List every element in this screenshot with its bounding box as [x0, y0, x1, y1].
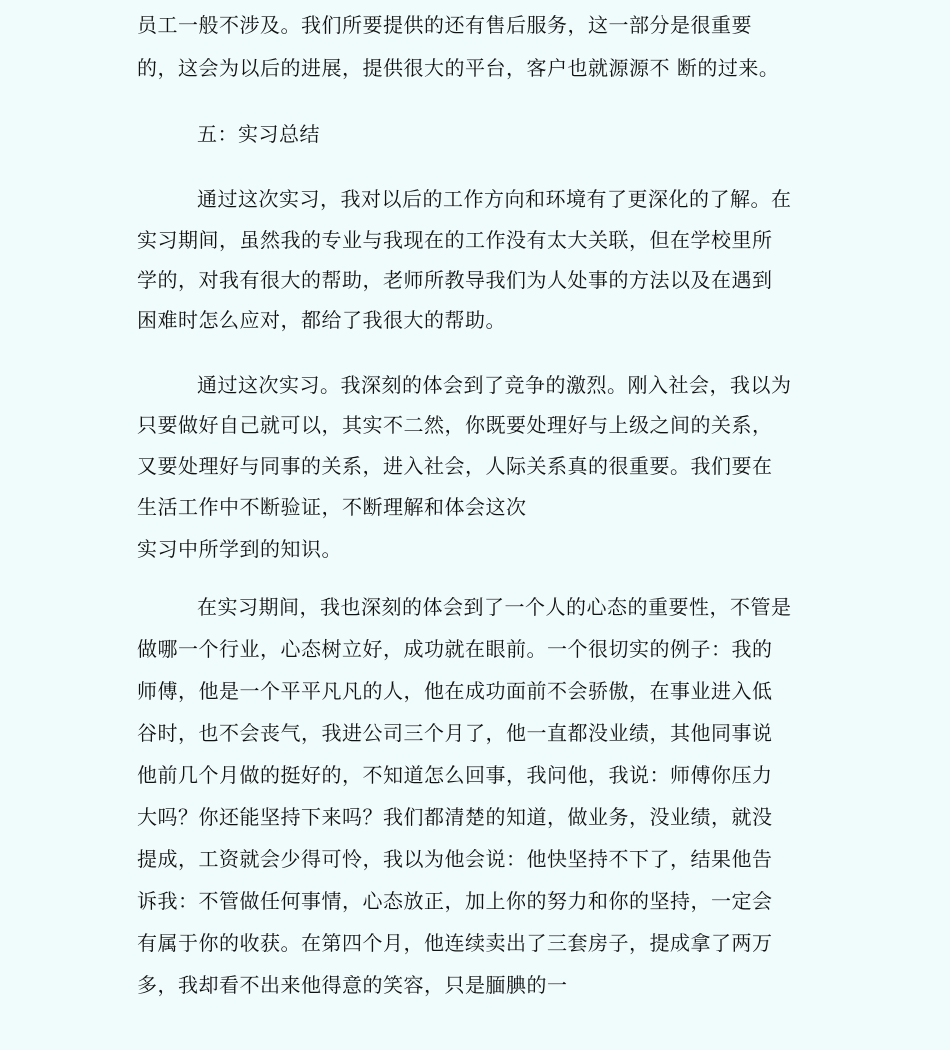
text-line: 员工一般不涉及。我们所要提供的还有售后服务，这一部分是很重要: [137, 13, 752, 37]
section-heading: 五：实习总结: [197, 122, 320, 146]
text-line: 又要处理好与同事的关系，进入社会，人际关系真的很重要。我们要在: [137, 454, 773, 478]
text-line: 有属于你的收获。在第四个月，他连续卖出了三套房子，提成拿了两万: [137, 931, 773, 955]
text-line: 谷时，也不会丧气，我进公司三个月了，他一直都没业绩，其他同事说: [137, 721, 773, 745]
text-line: 师傅，他是一个平平凡凡的人，他在成功面前不会骄傲，在事业进入低: [137, 679, 773, 703]
text-line: 学的，对我有很大的帮助，老师所教导我们为人处事的方法以及在遇到: [137, 268, 773, 292]
text-line: 提成，工资就会少得可怜，我以为他会说：他快坚持不下了，结果他告: [137, 847, 773, 871]
text-line: 通过这次实习，我对以后的工作方向和环境有了更深化的了解。在: [197, 187, 792, 211]
text-line: 只要做好自己就可以，其实不二然，你既要处理好与上级之间的关系，: [137, 413, 773, 437]
text-line: 多，我却看不出来他得意的笑容，只是腼腆的一: [137, 973, 568, 997]
text-line: 他前几个月做的挺好的，不知道怎么回事，我问他，我说：师傅你压力: [137, 763, 773, 787]
text-line: 通过这次实习。我深刻的体会到了竞争的激烈。刚入社会，我以为: [197, 373, 792, 397]
text-line: 实习中所学到的知识。: [137, 537, 342, 561]
text-line: 困难时怎么应对，都给了我很大的帮助。: [137, 308, 506, 332]
text-line: 做哪一个行业，心态树立好，成功就在眼前。一个很切实的例子：我的: [137, 637, 773, 661]
text-line: 的，这会为以后的进展，提供很大的平台，客户也就源源不 断的过来。: [137, 56, 780, 80]
text-line: 实习期间，虽然我的专业与我现在的工作没有太大关联，但在学校里所: [137, 228, 773, 252]
text-line: 在实习期间，我也深刻的体会到了一个人的心态的重要性，不管是: [197, 595, 792, 619]
text-line: 诉我：不管做任何事情，心态放正，加上你的努力和你的坚持，一定会: [137, 889, 773, 913]
text-line: 大吗？你还能坚持下来吗？我们都清楚的知道，做业务，没业绩，就没: [137, 805, 773, 829]
text-line: 生活工作中不断验证，不断理解和体会这次: [137, 495, 527, 519]
